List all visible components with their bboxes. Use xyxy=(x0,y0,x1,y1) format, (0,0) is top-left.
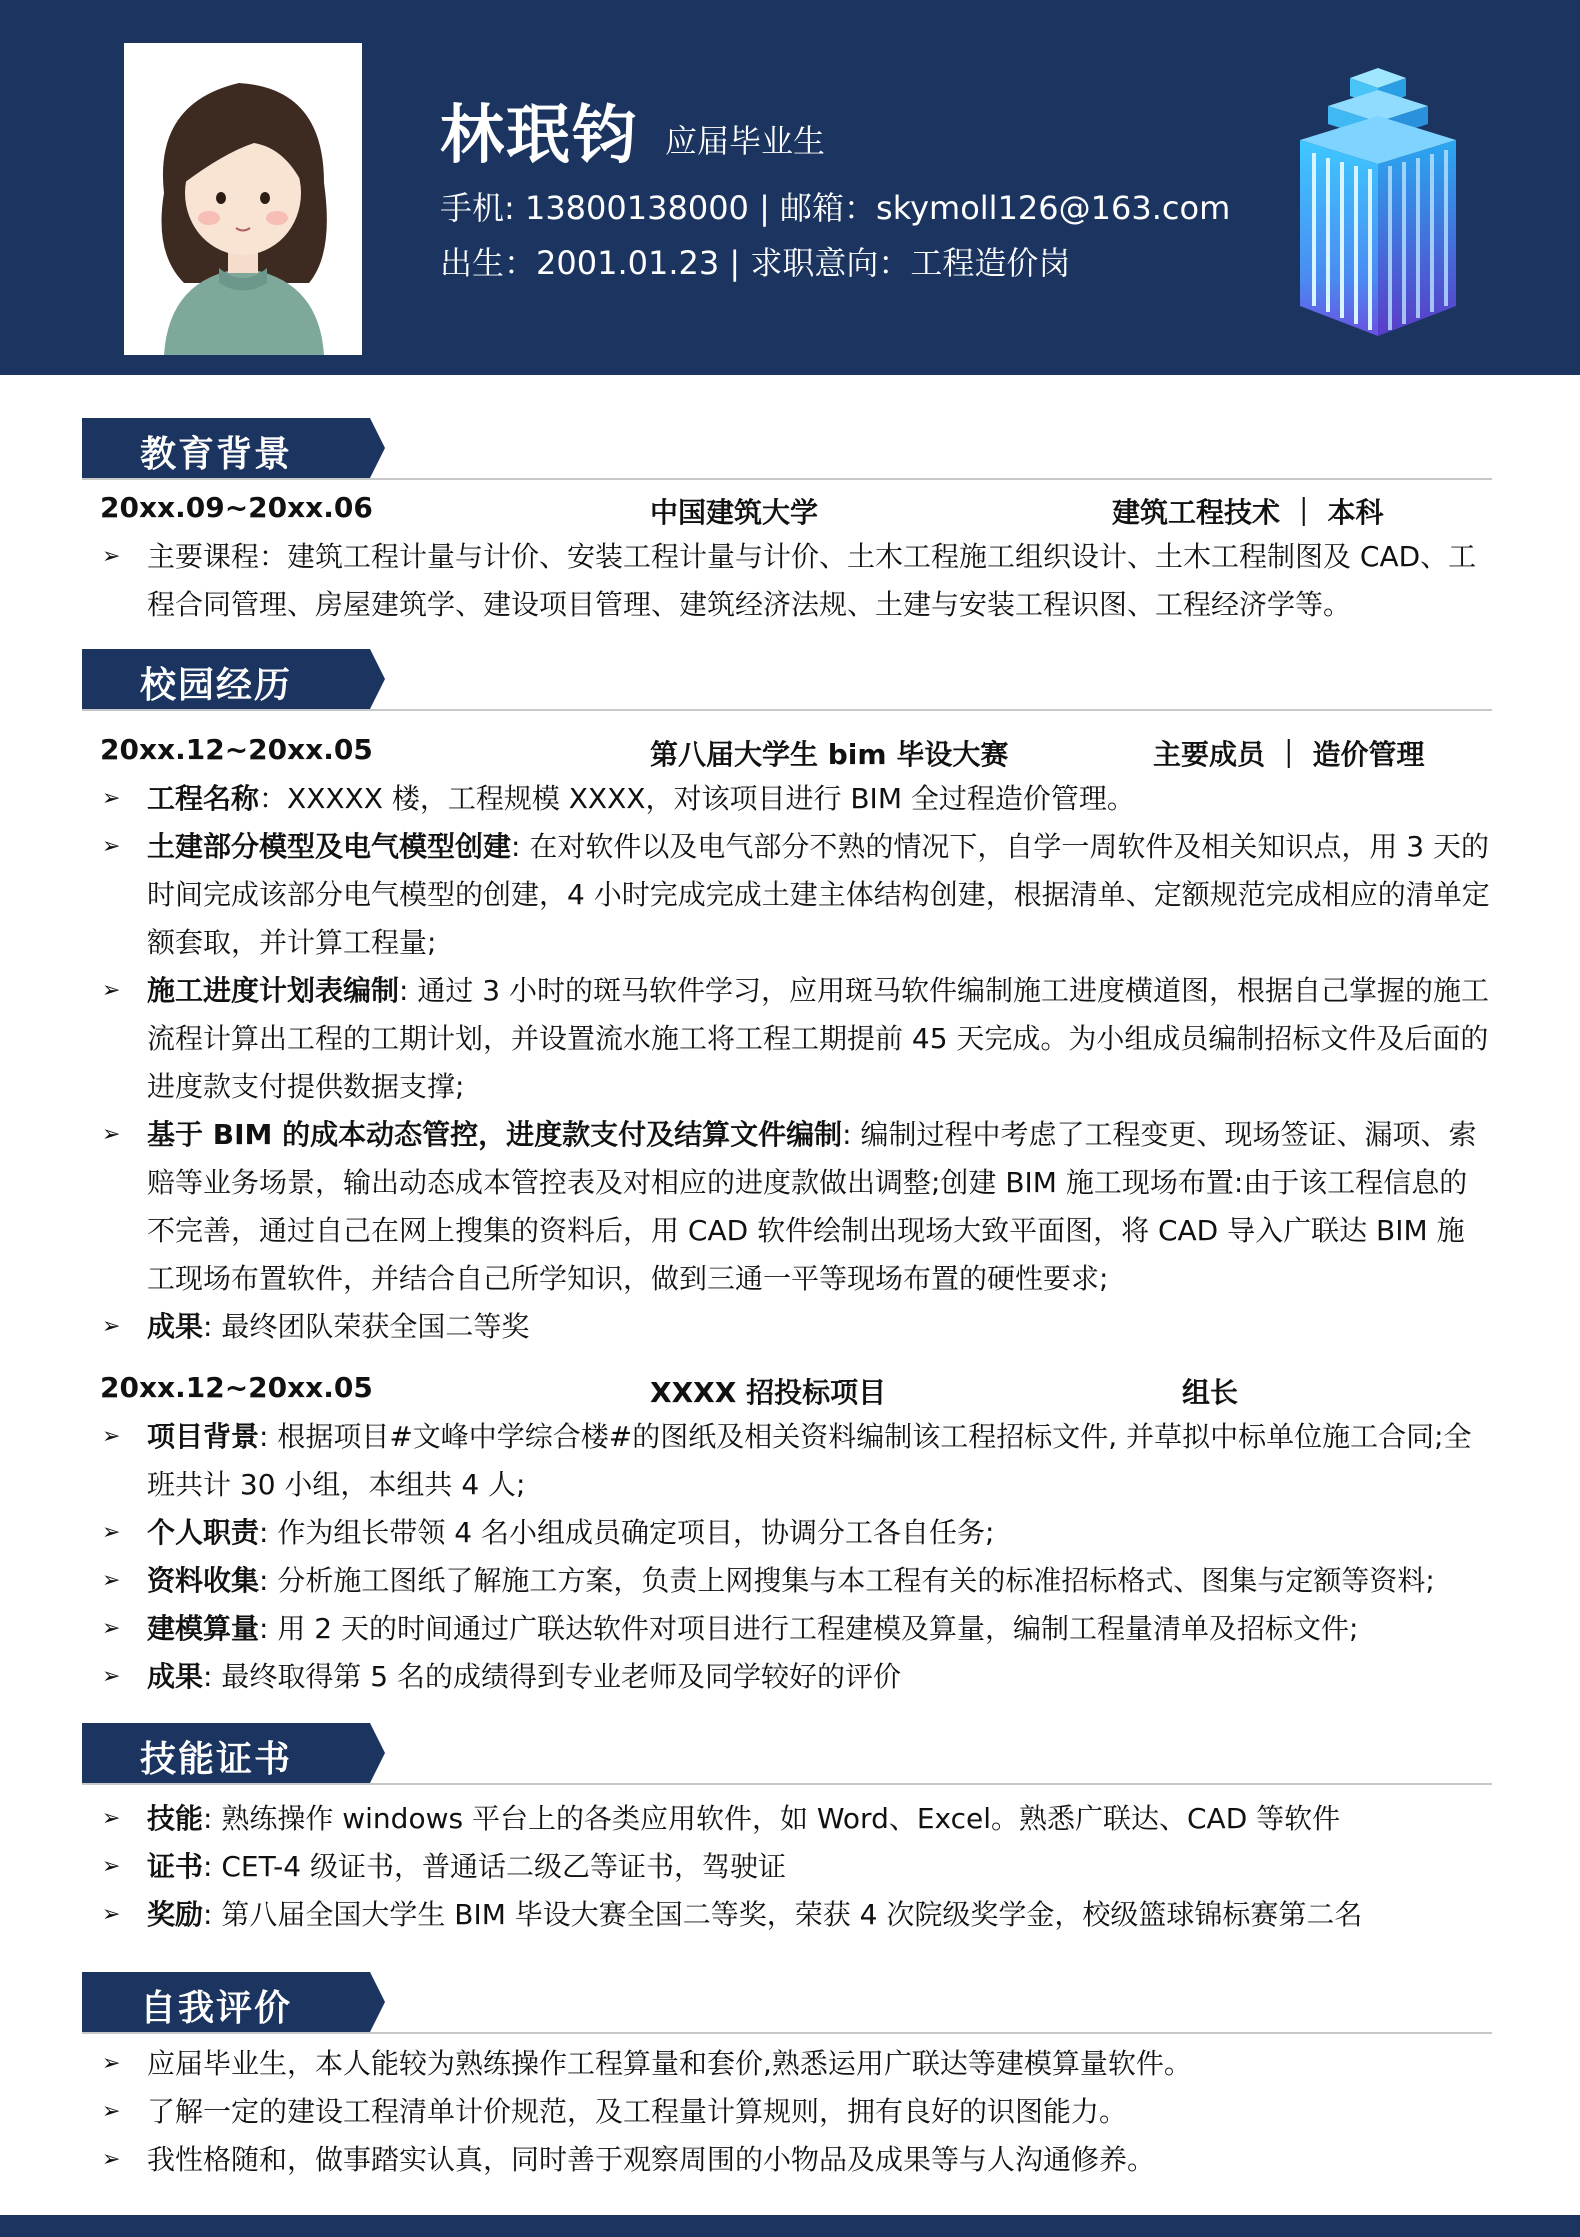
campus-entry-1-bullets xyxy=(100,775,1490,1351)
arrow-bullet-icon: ➢ xyxy=(102,1122,121,1147)
section-campus xyxy=(82,649,1492,709)
list-item: ➢ 主要课程：建筑工程计量与计价、安装工程计量与计价、土木工程施工组织设计、土木工程制图及 CAD、工程合同管理、房屋建筑学、建设项目管理、建筑经济法规、土建与安装工程识图、工程经济学等。 xyxy=(100,533,1490,629)
section-divider xyxy=(82,478,1492,480)
campus-entry-header-1 xyxy=(100,733,1500,773)
list-item: ➢ 土建部分模型及电气模型创建: 在对软件以及电气部分不熟的情况下，自学一周软件及相关知识点，用 3 天的时间完成该部分电气模型的创建，4 小时完成完成土建主体结构创建，根据清单、定额规范完成相应的清单定额套取，并计算工程量; xyxy=(100,823,1490,967)
section-skills xyxy=(82,1723,1492,1783)
section-title: 校园经历 xyxy=(140,665,293,706)
arrow-bullet-icon: ➢ xyxy=(102,1424,121,1449)
list-item: ➢ 资料收集: 分析施工图纸了解施工方案，负责上网搜集与本工程有关的标准招标格式、图集与定额等资料; xyxy=(100,1557,1490,1605)
candidate-name: 林珉钧 xyxy=(440,99,638,173)
section-divider xyxy=(82,709,1492,711)
list-item: ➢ 我性格随和，做事踏实认真，同时善于观察周围的小物品及成果等与人沟通修养。 xyxy=(100,2136,1490,2184)
contact-phone-email: 手机: 13800138000 | 邮箱：skymoll126@163.com xyxy=(440,189,1231,227)
avatar xyxy=(124,43,362,355)
section-divider xyxy=(82,1783,1492,1785)
building-icon xyxy=(1298,68,1458,336)
list-item: ➢ 基于 BIM 的成本动态管控，进度款支付及结算文件编制: 编制过程中考虑了工程变更、现场签证、漏项、索赔等业务场景，输出动态成本管控表及对相应的进度款做出调整;创建 BIM 施工现场布置:由于该工程信息的不完善，通过自己在网上搜集的资料后，用 CAD 软件绘制出现场大致平面图，将 CAD 导入广联达 BIM 施工现场布置软件，并结合自己所学知识，做到三通一平等现场布置的硬性要求; xyxy=(100,1111,1490,1303)
contact-birth-objective: 出生：2001.01.23 | 求职意向：工程造价岗 xyxy=(440,244,1071,282)
entry-name: XXXX 招投标项目 xyxy=(650,1376,887,1409)
list-item: ➢ 项目背景: 根据项目#文峰中学综合楼#的图纸及相关资料编制该工程招标文件, 并草拟中标单位施工合同;全班共计 30 小组，本组共 4 人; xyxy=(100,1413,1490,1509)
list-item: ➢ 技能: 熟练操作 windows 平台上的各类应用软件，如 Word、Excel。熟悉广联达、CAD 等软件 xyxy=(100,1795,1490,1843)
avatar-illustration xyxy=(124,43,362,355)
entry-major: 建筑工程技术 ｜ 本科 xyxy=(1112,496,1384,529)
list-item: ➢ 个人职责: 作为组长带领 4 名小组成员确定项目，协调分工各自任务; xyxy=(100,1509,1490,1557)
campus-entry-2-bullets xyxy=(100,1413,1490,1701)
list-item: ➢ 工程名称：XXXXX 楼，工程规模 XXXX，对该项目进行 BIM 全过程造价管理。 xyxy=(100,775,1490,823)
entry-role: 主要成员 ｜ 造价管理 xyxy=(1153,738,1425,771)
list-item: ➢ 应届毕业生，本人能较为熟练操作工程算量和套价,熟悉运用广联达等建模算量软件。 xyxy=(100,2040,1490,2088)
arrow-bullet-icon: ➢ xyxy=(102,1806,121,1831)
arrow-bullet-icon: ➢ xyxy=(102,2147,121,2172)
arrow-bullet-icon: ➢ xyxy=(102,1854,121,1879)
arrow-bullet-icon: ➢ xyxy=(102,834,121,859)
entry-date: 20xx.09~20xx.06 xyxy=(100,491,373,524)
list-item: ➢ 施工进度计划表编制: 通过 3 小时的斑马软件学习，应用斑马软件编制施工进度横道图，根据自己掌握的施工流程计算出工程的工期计划，并设置流水施工将工程工期提前 45 天完成。为小组成员编制招标文件及后面的进度款支付提供数据支撑; xyxy=(100,967,1490,1111)
header-banner xyxy=(0,0,1580,375)
arrow-bullet-icon: ➢ xyxy=(102,1568,121,1593)
self-evaluation-bullets xyxy=(100,2040,1490,2184)
section-divider xyxy=(82,2032,1492,2034)
section-title: 教育背景 xyxy=(140,434,293,475)
arrow-bullet-icon: ➢ xyxy=(102,786,121,811)
arrow-bullet-icon: ➢ xyxy=(102,1520,121,1545)
arrow-bullet-icon: ➢ xyxy=(102,2099,121,2124)
arrow-bullet-icon: ➢ xyxy=(102,2051,121,2076)
footer-bar xyxy=(0,2215,1580,2237)
list-item: ➢ 了解一定的建设工程清单计价规范，及工程量计算规则，拥有良好的识图能力。 xyxy=(100,2088,1490,2136)
list-item: ➢ 证书: CET-4 级证书，普通话二级乙等证书，驾驶证 xyxy=(100,1843,1490,1891)
entry-date: 20xx.12~20xx.05 xyxy=(100,733,373,766)
section-title: 技能证书 xyxy=(140,1739,293,1780)
entry-date: 20xx.12~20xx.05 xyxy=(100,1371,373,1404)
list-item: ➢ 成果: 最终团队荣获全国二等奖 xyxy=(100,1303,1490,1351)
education-entry-header xyxy=(100,491,1500,531)
arrow-bullet-icon: ➢ xyxy=(102,1664,121,1689)
skills-bullets xyxy=(100,1795,1490,1939)
list-item: ➢ 建模算量: 用 2 天的时间通过广联达软件对项目进行工程建模及算量，编制工程量清单及招标文件; xyxy=(100,1605,1490,1653)
arrow-bullet-icon: ➢ xyxy=(102,978,121,1003)
arrow-bullet-icon: ➢ xyxy=(102,1902,121,1927)
campus-entry-header-2 xyxy=(100,1371,1500,1411)
list-item: ➢ 奖励: 第八届全国大学生 BIM 毕设大赛全国二等奖，荣获 4 次院级奖学金，校级篮球锦标赛第二名 xyxy=(100,1891,1490,1939)
candidate-status: 应届毕业生 xyxy=(665,122,826,160)
section-education xyxy=(82,418,1492,478)
list-item: ➢ 成果: 最终取得第 5 名的成绩得到专业老师及同学较好的评价 xyxy=(100,1653,1490,1701)
section-self-evaluation xyxy=(82,1972,1492,2032)
entry-name: 第八届大学生 bim 毕设大赛 xyxy=(650,738,1009,771)
arrow-bullet-icon: ➢ xyxy=(102,1616,121,1641)
arrow-bullet-icon: ➢ xyxy=(102,544,121,569)
education-bullets xyxy=(100,533,1490,629)
entry-school: 中国建筑大学 xyxy=(650,496,819,529)
section-title: 自我评价 xyxy=(140,1988,293,2029)
arrow-bullet-icon: ➢ xyxy=(102,1314,121,1339)
entry-role: 组长 xyxy=(1182,1376,1239,1409)
